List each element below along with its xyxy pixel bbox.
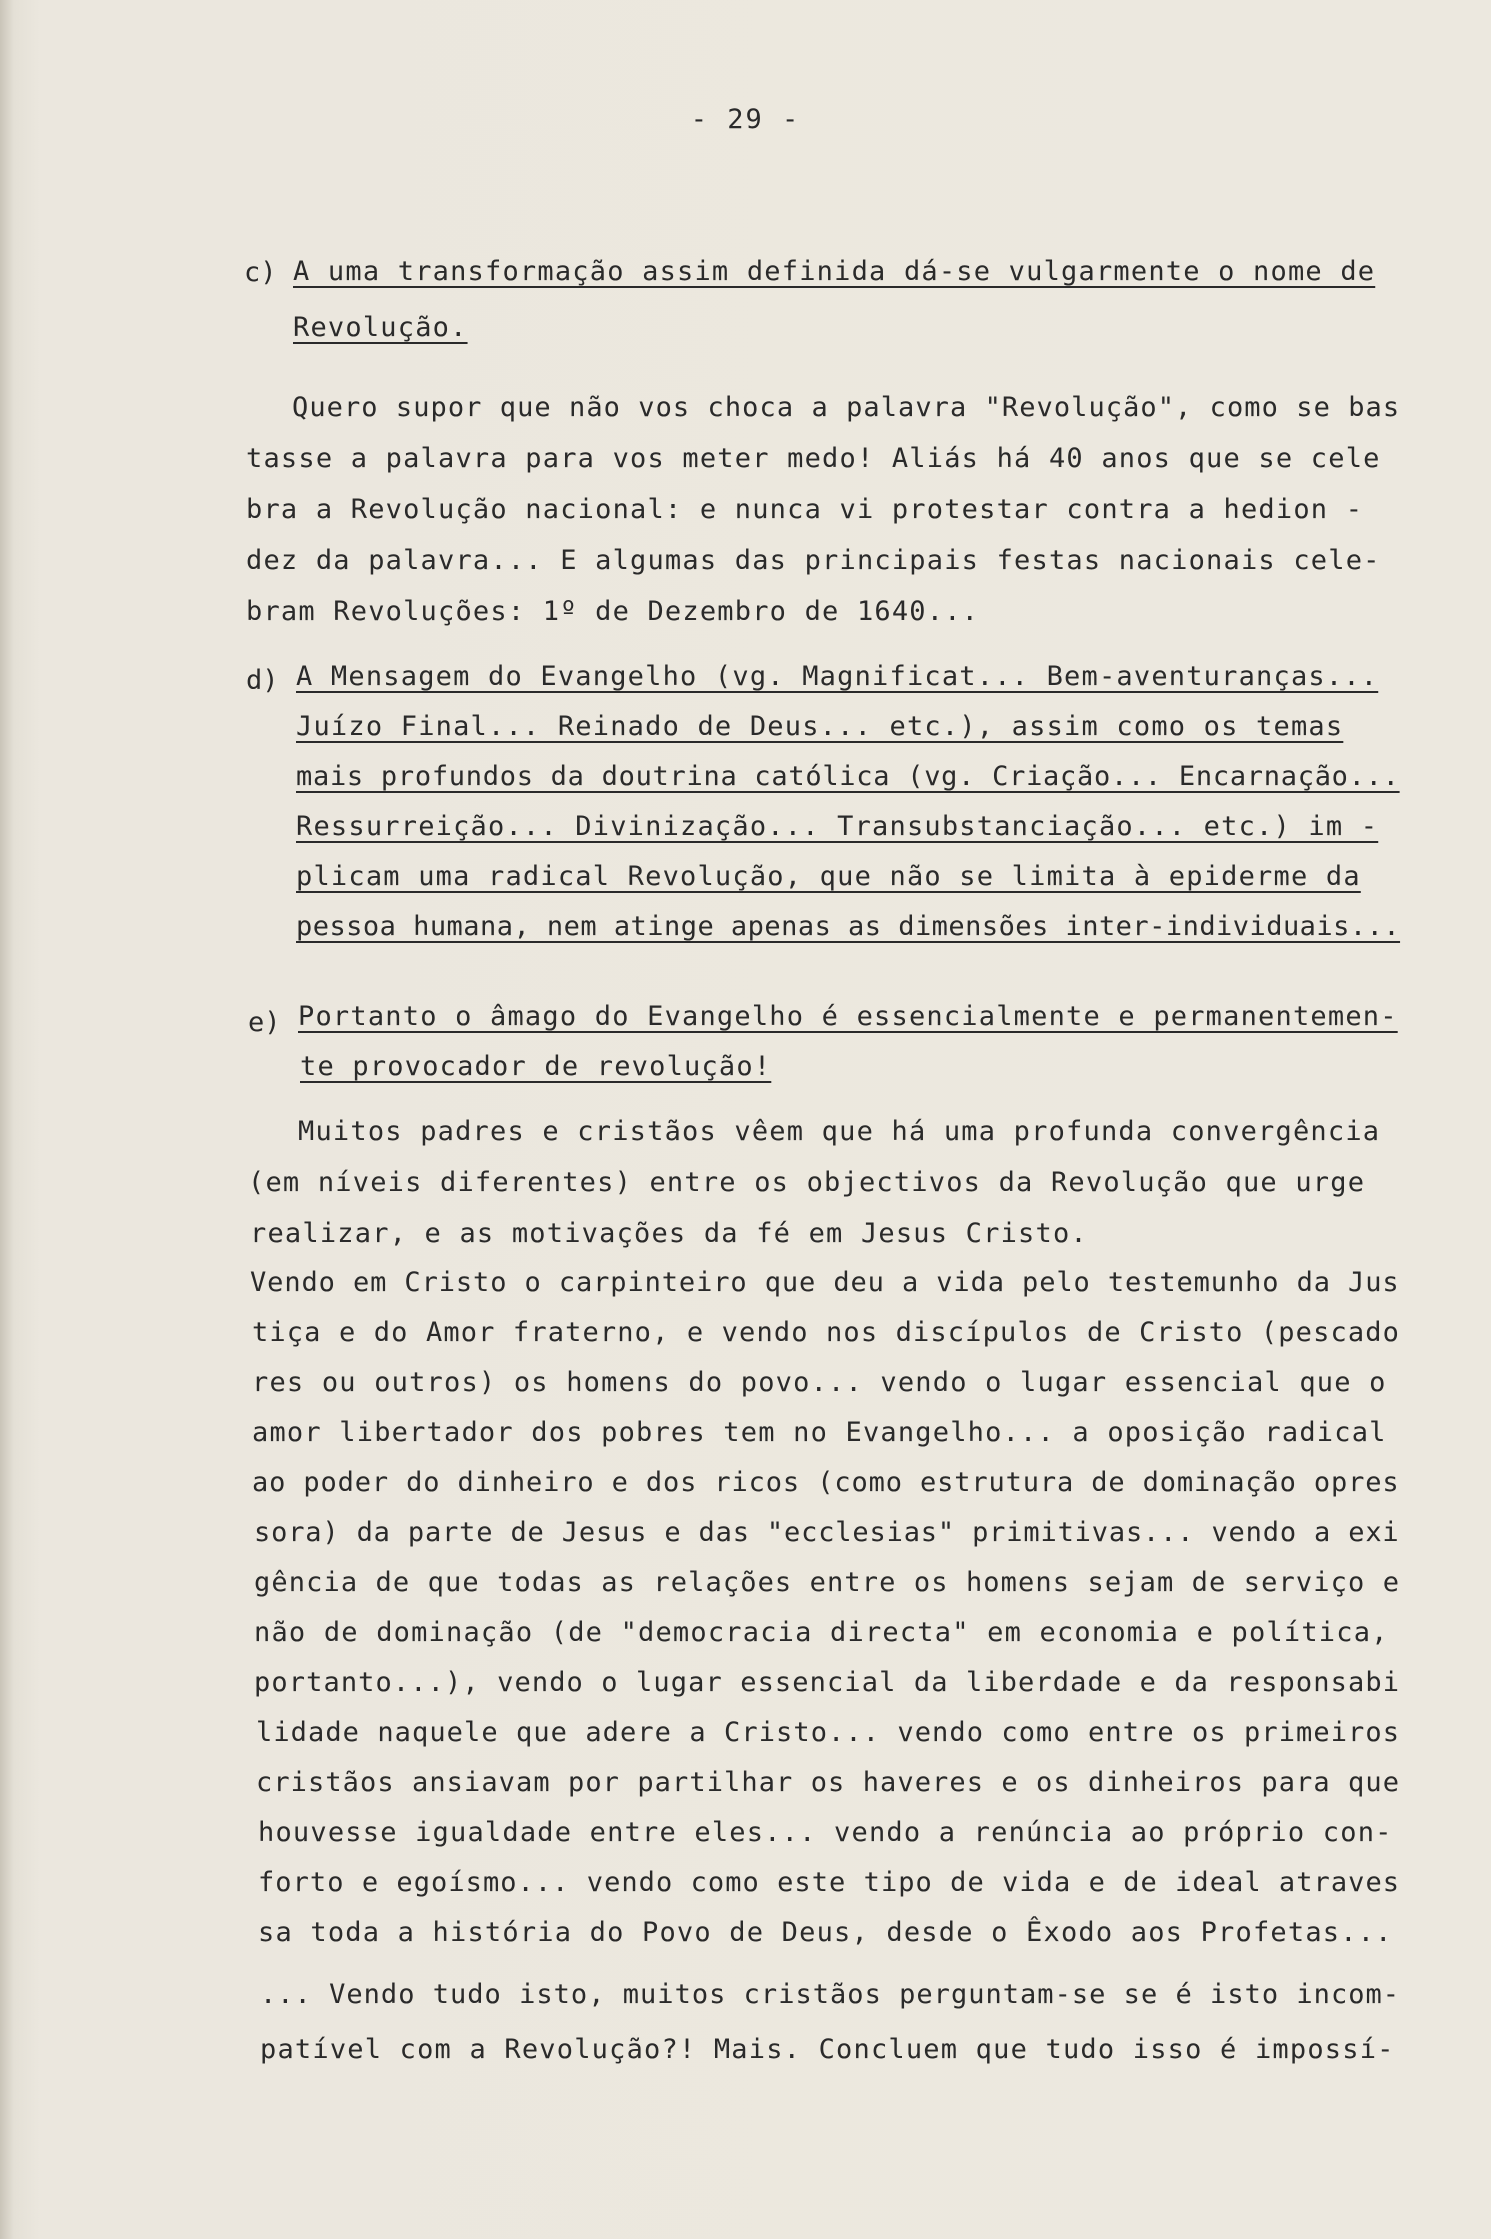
paragraph-line: Vendo em Cristo o carpinteiro que deu a vida pelo testemunho da Jus (250, 1267, 1400, 1298)
paragraph-line: (em níveis diferentes) entre os objectivos da Revolução que urge (248, 1167, 1366, 1198)
paragraph-line: não de dominação (de "democracia directa" em economia e política, (254, 1617, 1389, 1648)
paragraph-line: bra a Revolução nacional: e nunca vi protestar contra a hedion - (246, 494, 1364, 525)
item-d-line: pessoa humana, nem atinge apenas as dimensões inter-individuais... (296, 911, 1401, 942)
paragraph-line: forto e egoísmo... vendo como este tipo de vida e de ideal atraves (258, 1867, 1401, 1898)
paragraph-line: realizar, e as motivações da fé em Jesus Cristo. (250, 1218, 1088, 1249)
paragraph-line: ... Vendo tudo isto, muitos cristãos perguntam-se se é isto incom- (260, 1979, 1401, 2010)
paragraph-line: lidade naquele que adere a Cristo... vendo como entre os primeiros (256, 1717, 1401, 1748)
paragraph-line: cristãos ansiavam por partilhar os haveres e os dinheiros para que (256, 1767, 1401, 1798)
item-c-line: A uma transformação assim definida dá-se vulgarmente o nome de (293, 256, 1376, 287)
paragraph-line: sa toda a história do Povo de Deus, desde o Êxodo aos Profetas... (258, 1917, 1393, 1948)
paragraph-line: Quero supor que não vos choca a palavra "Revolução", como se bas (292, 392, 1401, 423)
item-label-d: d) (246, 665, 279, 696)
item-label-e: e) (248, 1007, 281, 1038)
paragraph-line: dez da palavra... E algumas das principais festas nacionais cele- (246, 545, 1381, 576)
paragraph-line: portanto...), vendo o lugar essencial da liberdade e da responsabi (254, 1667, 1401, 1698)
page-number: - 29 - (690, 104, 801, 135)
paragraph-line: Muitos padres e cristãos vêem que há uma profunda convergência (298, 1116, 1381, 1147)
paragraph-line: bram Revoluções: 1º de Dezembro de 1640... (246, 596, 980, 627)
paragraph-line: tiça e do Amor fraterno, e vendo nos discípulos de Cristo (pescado (252, 1317, 1401, 1348)
paragraph-line: houvesse igualdade entre eles... vendo a renúncia ao próprio con- (258, 1817, 1393, 1848)
item-c-line: Revolução. (293, 312, 468, 343)
paragraph-line: patível com a Revolução?! Mais. Concluem que tudo isso é impossí- (260, 2034, 1395, 2065)
paragraph-line: gência de que todas as relações entre os homens sejam de serviço e (254, 1567, 1401, 1598)
item-label-c: c) (244, 257, 277, 288)
item-d-line: A Mensagem do Evangelho (vg. Magnificat... Bem-aventuranças... (296, 661, 1379, 692)
item-d-line: Ressurreição... Divinização... Transubstanciação... etc.) im - (296, 811, 1379, 842)
paragraph-line: sora) da parte de Jesus e das "ecclesias" primitivas... vendo a exi (254, 1517, 1400, 1548)
paragraph-line: amor libertador dos pobres tem no Evangelho... a oposição radical (252, 1417, 1387, 1448)
item-e-line: Portanto o âmago do Evangelho é essencialmente e permanentemen- (298, 1001, 1398, 1032)
item-d-line: plicam uma radical Revolução, que não se limita à epiderme da (296, 861, 1361, 892)
paragraph-line: tasse a palavra para vos meter medo! Aliás há 40 anos que se cele (246, 443, 1381, 474)
item-d-line: Juízo Final... Reinado de Deus... etc.), assim como os temas (296, 711, 1344, 742)
item-d-line: mais profundos da doutrina católica (vg. Criação... Encarnação... (296, 761, 1400, 792)
paragraph-line: res ou outros) os homens do povo... vendo o lugar essencial que o (252, 1367, 1387, 1398)
item-e-line: te provocador de revolução! (300, 1051, 772, 1082)
paragraph-line: ao poder do dinheiro e dos ricos (como estrutura de dominação opres (252, 1467, 1400, 1498)
